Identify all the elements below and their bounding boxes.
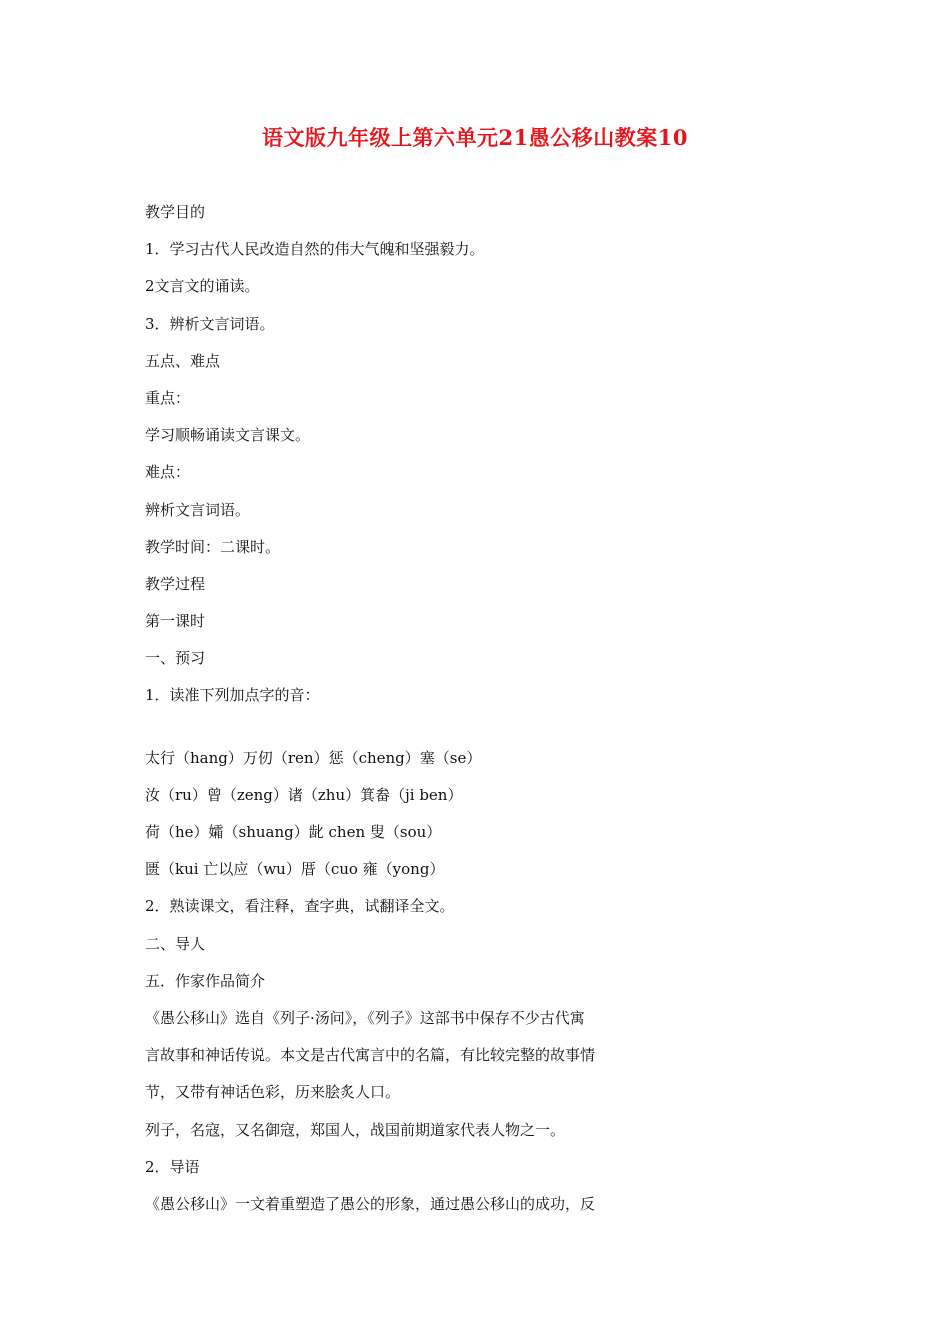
text-line: 教学过程 bbox=[145, 574, 206, 593]
text-line: 言故事和神话传说。本文是古代寓言中的名篇，有比较完整的故事情 bbox=[145, 1046, 596, 1065]
document-body bbox=[145, 199, 665, 1228]
text-line: 列子，名寇，又名御寇，郑国人，战国前期道家代表人物之一。 bbox=[145, 1120, 566, 1139]
text-line: 教学时间：二课时。 bbox=[145, 537, 281, 556]
text-line: 一、预习 bbox=[145, 649, 206, 668]
paragraph-gap bbox=[145, 720, 665, 745]
text-line: 《愚公移山》一文着重塑造了愚公的形象，通过愚公移山的成功，反 bbox=[145, 1194, 596, 1213]
text-line: 1．读准下列加点字的音： bbox=[145, 686, 320, 705]
text-line: 2．熟读课文，看注释，查字典，试翻译全文。 bbox=[145, 897, 455, 916]
text-line: 教学目的 bbox=[145, 203, 206, 221]
text-line: 第一课时 bbox=[145, 612, 206, 631]
text-line: 2．导语 bbox=[145, 1157, 200, 1176]
text-line: 节，又带有神话色彩，历来脍炙人口。 bbox=[145, 1083, 401, 1102]
text-line: 匮（kui 亡以应（wu）厝（cuo 雍（yong） bbox=[145, 860, 445, 879]
text-line: 3．辨析文言词语。 bbox=[145, 314, 275, 333]
text-line: 五点、难点 bbox=[145, 351, 221, 370]
text-line: 荷（he）孀（shuang）龀 chen 叟（sou） bbox=[145, 823, 442, 841]
text-line: 汝（ru）曾（zeng）诸（zhu）箕畚（ji ben） bbox=[145, 785, 463, 804]
text-line: 1．学习古代人民改造自然的伟大气魄和坚强毅力。 bbox=[145, 240, 485, 259]
text-line: 难点： bbox=[145, 463, 191, 482]
text-line: 二、导人 bbox=[145, 934, 206, 953]
text-line: 2文言文的诵读。 bbox=[145, 277, 260, 296]
text-line: 重点： bbox=[145, 388, 191, 407]
text-line: 学习顺畅诵读文言课文。 bbox=[145, 426, 311, 445]
text-line: 辨析文言词语。 bbox=[145, 500, 251, 519]
document-title: 语文版九年级上第六单元21愚公移山教案10 bbox=[262, 125, 688, 150]
text-line: 《愚公移山》选自《列子·汤问》，《列子》这部书中保存不少古代寓 bbox=[145, 1008, 585, 1027]
text-line: 五．作家作品简介 bbox=[145, 971, 266, 990]
text-line: 太行（hang）万仞（ren）惩（cheng）塞（se） bbox=[145, 748, 482, 767]
